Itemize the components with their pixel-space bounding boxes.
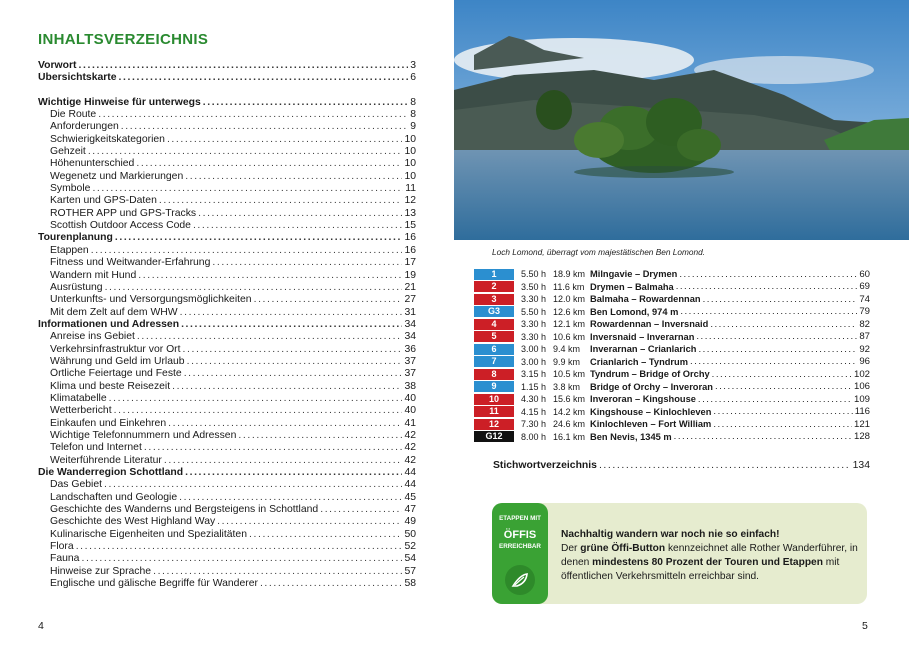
stage-page: 92: [859, 343, 870, 355]
toc-entry-page: 8: [410, 96, 416, 108]
toc-leader: [78, 60, 408, 72]
toc-entry: [38, 566, 416, 578]
toc-entry: [38, 97, 416, 109]
stage-row: [474, 268, 870, 281]
toc-entry-label: Währung und Geld im Urlaub: [50, 355, 185, 367]
toc-leader: [167, 134, 403, 146]
toc-leader: [185, 467, 402, 479]
toc-leader: [180, 307, 403, 319]
toc-entry: [38, 442, 416, 454]
toc-entry-label: Klima und beste Reisezeit: [50, 380, 171, 392]
stage-distance: 16.1 km: [553, 431, 586, 442]
toc-entry-label: Symbole: [50, 183, 91, 195]
page-number-right: 5: [862, 620, 868, 632]
stage-distance: 10.5 km: [553, 369, 586, 380]
stage-row: [474, 281, 870, 294]
stage-page: 60: [859, 268, 870, 280]
toc-leader: [212, 257, 402, 269]
stage-distance: 9.4 km: [553, 344, 581, 355]
toc-leader: [260, 578, 403, 590]
right-page: [452, 0, 909, 648]
toc-entry-page: 49: [404, 516, 416, 528]
stage-row: [474, 393, 870, 406]
toc-entry-label: Übersichtskarte: [38, 72, 117, 84]
stage-distance: 9.9 km: [553, 356, 581, 367]
toc-entry: [38, 504, 416, 516]
toc-entry-page: 52: [404, 541, 416, 553]
toc-entry-page: 37: [404, 355, 416, 367]
toc-entry-label: Wandern mit Hund: [50, 269, 137, 281]
toc-entry-page: 21: [404, 281, 416, 293]
stage-page: 116: [854, 406, 870, 418]
stage-hours: 5.50 h: [521, 269, 547, 280]
stage-badge: 6: [474, 344, 514, 355]
toc-entry: [38, 331, 416, 343]
toc-leader: [193, 220, 403, 232]
toc-leader: [168, 418, 402, 430]
oeffi-badge-line2: ÖFFIS: [503, 529, 537, 541]
toc-entry: [38, 270, 416, 282]
stage-badge: 4: [474, 319, 514, 330]
toc-leader: [105, 282, 403, 294]
toc-entry-page: 57: [404, 565, 416, 577]
toc-entry-label: Telefon und Internet: [50, 442, 142, 454]
stage-name: Kingshouse – Kinlochleven: [590, 406, 712, 417]
stage-row: [474, 293, 870, 306]
stage-distance: 15.6 km: [553, 394, 586, 405]
toc-entry-page: 16: [404, 244, 416, 256]
toc-entry-page: 38: [404, 380, 416, 392]
toc-leader: [121, 121, 408, 133]
toc-entry: [38, 257, 416, 269]
stage-page: 87: [859, 331, 870, 343]
sustainability-p1: Der: [561, 543, 581, 554]
toc-entry-page: 42: [404, 429, 416, 441]
index-label: Stichwortverzeichnis: [493, 460, 597, 471]
toc-entry-label: Scottish Outdoor Access Code: [50, 220, 191, 232]
toc-entry: [38, 121, 416, 133]
stage-hours: 3.00 h: [521, 356, 547, 367]
index-entry: [493, 460, 870, 471]
toc-entry-label: Karten und GPS-Daten: [50, 195, 157, 207]
toc-entry-page: 34: [404, 331, 416, 343]
toc-entry-page: 50: [404, 528, 416, 540]
sustainability-p1-bold: grüne Öffi-Button: [580, 543, 666, 554]
toc-title: INHALTSVERZEICHNIS: [38, 31, 209, 48]
toc-entry-label: Geschichte des West Highland Way: [50, 516, 216, 528]
stage-row: [474, 381, 870, 394]
stage-leader: [680, 306, 857, 317]
oeffi-badge: [492, 503, 548, 604]
stage-page: 102: [853, 368, 870, 380]
stage-page: 96: [859, 356, 870, 368]
toc-entry: [38, 368, 416, 380]
toc-entry: [38, 356, 416, 368]
toc-leader: [238, 430, 402, 442]
toc-entry-label: Tourenplanung: [38, 232, 113, 244]
stage-name: Crianlarich – Tyndrum: [590, 356, 688, 367]
table-of-contents: [38, 60, 416, 590]
toc-entry-label: Wichtige Telefonnummern und Adressen: [50, 429, 237, 441]
toc-entry-label: Örtliche Feiertage und Feste: [50, 368, 182, 380]
stage-leader: [712, 369, 852, 380]
toc-entry-label: Verkehrsinfrastruktur vor Ort: [50, 343, 181, 355]
photo-caption: Loch Lomond, überragt vom majestätischen Ben Lomond.: [492, 247, 706, 257]
toc-entry: [38, 183, 416, 195]
toc-entry-label: Die Route: [50, 109, 97, 121]
toc-entry: [38, 467, 416, 479]
stage-hours: 3.15 h: [521, 369, 547, 380]
toc-entry-label: Anreise ins Gebiet: [50, 331, 135, 343]
toc-entry: [38, 158, 416, 170]
stage-hours: 3.30 h: [521, 294, 547, 305]
toc-entry-label: Landschaften und Geologie: [50, 491, 178, 503]
stage-hours: 4.30 h: [521, 394, 547, 405]
toc-entry: [38, 146, 416, 158]
toc-leader: [88, 146, 403, 158]
toc-entry-page: 40: [404, 405, 416, 417]
stage-row: [474, 343, 870, 356]
toc-entry-label: Englische und gälische Begriffe für Wanderer: [50, 578, 258, 590]
toc-entry: [38, 72, 416, 84]
toc-entry: [38, 455, 416, 467]
toc-entry-page: 37: [404, 368, 416, 380]
toc-entry-label: Anforderungen: [50, 121, 119, 133]
toc-entry-label: Wetterbericht: [50, 405, 112, 417]
sustainability-p2-bold: mindestens 80 Prozent der Touren und Etappen: [592, 557, 823, 568]
stage-page: 79: [859, 306, 870, 318]
toc-entry-page: 15: [404, 220, 416, 232]
stage-name: Bridge of Orchy – Inveroran: [590, 381, 713, 392]
toc-entry-label: Geschichte des Wanderns und Bergsteigens in Schottland: [50, 504, 319, 516]
toc-entry-label: Mit dem Zelt auf dem WHW: [50, 306, 178, 318]
toc-leader: [217, 516, 402, 528]
toc-entry-label: Gehzeit: [50, 146, 86, 158]
page-number-left: 4: [38, 620, 44, 632]
toc-entry-page: 40: [404, 392, 416, 404]
stage-distance: 12.0 km: [553, 294, 586, 305]
toc-entry-label: Informationen und Adressen: [38, 318, 180, 330]
toc-entry: [38, 134, 416, 146]
stage-hours: 3.50 h: [521, 281, 547, 292]
leaf-icon: [505, 565, 535, 595]
toc-leader: [114, 405, 403, 417]
stage-page: 69: [859, 281, 870, 293]
toc-entry-page: 10: [404, 146, 416, 158]
toc-entry-label: Das Gebiet: [50, 479, 102, 491]
toc-leader: [320, 504, 402, 516]
toc-entry: [38, 294, 416, 306]
stage-row: [474, 318, 870, 331]
toc-leader: [184, 368, 403, 380]
toc-entry-page: 10: [404, 133, 416, 145]
toc-entry-page: 54: [404, 553, 416, 565]
toc-entry-page: 10: [404, 158, 416, 170]
toc-entry-label: Flora: [50, 541, 74, 553]
toc-entry-page: 41: [404, 417, 416, 429]
stage-page: 109: [853, 393, 870, 405]
stage-name: Ben Nevis, 1345 m: [590, 431, 672, 442]
toc-entry: [38, 319, 416, 331]
stage-page: 82: [859, 318, 870, 330]
toc-leader: [92, 183, 403, 195]
stage-row: [474, 406, 870, 419]
toc-leader: [159, 195, 403, 207]
stage-leader: [710, 319, 857, 330]
stage-name: Milngavie – Drymen: [590, 269, 678, 280]
stage-leader: [698, 344, 857, 355]
toc-entry-page: 58: [404, 578, 416, 590]
stage-hours: 3.00 h: [521, 344, 547, 355]
toc-entry: [38, 405, 416, 417]
stage-name: Balmaha – Rowardennan: [590, 294, 701, 305]
toc-leader: [183, 344, 403, 356]
stage-leader: [698, 394, 852, 405]
stage-leader: [674, 431, 852, 442]
sustainability-text: [561, 528, 861, 584]
toc-entry: [38, 578, 416, 590]
toc-leader: [91, 245, 403, 257]
stage-row: [474, 431, 870, 444]
stage-row: [474, 306, 870, 319]
toc-leader: [153, 566, 402, 578]
toc-entry-page: 11: [405, 183, 416, 195]
toc-entry-page: 17: [404, 257, 416, 269]
stage-page: 128: [853, 431, 870, 443]
toc-leader: [179, 492, 402, 504]
stage-badge: 3: [474, 294, 514, 305]
stage-name: Rowardennan – Inversnaid: [590, 319, 709, 330]
stage-leader: [713, 406, 852, 417]
toc-entry-page: 10: [404, 170, 416, 182]
stage-leader: [703, 294, 858, 305]
stage-badge: 12: [474, 419, 514, 430]
stage-row: [474, 368, 870, 381]
stage-distance: 12.1 km: [553, 319, 586, 330]
stage-distance: 10.6 km: [553, 331, 586, 342]
toc-entry-page: 9: [410, 121, 416, 133]
stage-row: [474, 418, 870, 431]
stage-name: Drymen – Balmaha: [590, 281, 674, 292]
oeffi-badge-line3: ERREICHBAR: [499, 543, 541, 550]
stage-badge: G12: [474, 431, 514, 442]
toc-entry: [38, 282, 416, 294]
sustainability-headline: Nachhaltig wandern war noch nie so einfach!: [561, 529, 780, 540]
toc-entry-label: Fauna: [50, 553, 80, 565]
toc-entry-label: Die Wanderregion Schottland: [38, 467, 184, 478]
stage-leader: [676, 281, 858, 292]
stage-distance: 18.9 km: [553, 269, 586, 280]
toc-entry: [38, 220, 416, 232]
stage-page: 106: [853, 381, 870, 393]
toc-entry-label: Hinweise zur Sprache: [50, 565, 152, 577]
toc-entry-label: Höhenunterschied: [50, 158, 135, 170]
toc-leader: [164, 455, 403, 467]
toc-leader: [81, 553, 402, 565]
toc-entry-label: Weiterführende Literatur: [50, 454, 162, 466]
toc-leader: [198, 208, 402, 220]
toc-entry: [38, 232, 416, 244]
toc-entry-label: Ausrüstung: [50, 281, 103, 293]
toc-entry-page: 6: [410, 72, 416, 84]
stage-leader: [715, 381, 852, 392]
loch-lomond-photo: [454, 0, 909, 240]
toc-entry-page: 12: [404, 195, 416, 207]
toc-entry-page: 16: [404, 232, 416, 244]
toc-entry: [38, 430, 416, 442]
toc-leader: [115, 232, 403, 244]
toc-leader: [138, 270, 402, 282]
toc-entry: [38, 195, 416, 207]
toc-entry: [38, 492, 416, 504]
stage-badge: 2: [474, 281, 514, 292]
toc-entry-page: 44: [404, 479, 416, 491]
toc-leader: [203, 97, 408, 109]
stage-hours: 3.30 h: [521, 331, 547, 342]
stage-list: [474, 268, 870, 443]
stage-name: Ben Lomond, 974 m: [590, 306, 679, 317]
toc-entry-page: 44: [404, 467, 416, 478]
toc-entry-page: 47: [404, 504, 416, 516]
stage-hours: 7.30 h: [521, 419, 547, 430]
toc-leader: [181, 319, 402, 331]
stage-leader: [690, 356, 857, 367]
toc-leader: [137, 331, 403, 343]
toc-entry: [38, 171, 416, 183]
stage-name: Inverarnan – Crianlarich: [590, 344, 697, 355]
stage-distance: 12.6 km: [553, 306, 586, 317]
toc-entry: [38, 479, 416, 491]
toc-entry-page: 8: [410, 109, 416, 121]
toc-leader: [119, 72, 409, 84]
stage-page: 74: [859, 293, 870, 305]
index-leader: [599, 460, 851, 471]
toc-entry-page: 3: [410, 60, 416, 71]
stage-page: 121: [853, 418, 870, 430]
stage-row: [474, 356, 870, 369]
toc-entry: [38, 245, 416, 257]
toc-entry: [38, 344, 416, 356]
toc-leader: [109, 393, 403, 405]
toc-entry-label: Einkaufen und Einkehren: [50, 417, 167, 429]
toc-leader: [249, 529, 402, 541]
toc-entry: [38, 393, 416, 405]
stage-name: Inveroran – Kingshouse: [590, 394, 696, 405]
toc-entry-page: 13: [404, 207, 416, 219]
stage-badge: 7: [474, 356, 514, 367]
toc-entry: [38, 208, 416, 220]
stage-badge: 8: [474, 369, 514, 380]
toc-entry-page: 31: [404, 306, 416, 318]
stage-badge: 1: [474, 269, 514, 280]
toc-entry: [38, 307, 416, 319]
toc-entry-label: Unterkunfts- und Versorgungsmöglichkeiten: [50, 294, 252, 306]
stage-badge: 10: [474, 394, 514, 405]
stage-name: Kinlochleven – Fort William: [590, 419, 712, 430]
stage-distance: 24.6 km: [553, 419, 586, 430]
toc-entry-label: Kulinarische Eigenheiten und Spezialitäten: [50, 528, 247, 540]
toc-entry-label: Vorwort: [38, 60, 77, 71]
toc-entry-label: Etappen: [50, 244, 89, 256]
toc-entry-label: Wegenetz und Markierungen: [50, 170, 184, 182]
toc-entry: [38, 418, 416, 430]
toc-entry-page: 19: [404, 269, 416, 281]
toc-entry-page: 34: [404, 318, 416, 330]
stage-badge: G3: [474, 306, 514, 317]
toc-entry: [38, 541, 416, 553]
stage-hours: 5.50 h: [521, 306, 547, 317]
toc-entry: [38, 381, 416, 393]
stage-badge: 11: [474, 406, 514, 417]
toc-entry-page: 42: [404, 442, 416, 454]
stage-badge: 9: [474, 381, 514, 392]
stage-distance: 11.6 km: [553, 281, 585, 292]
toc-leader: [136, 158, 402, 170]
stage-hours: 8.00 h: [521, 431, 547, 442]
toc-entry: [38, 109, 416, 121]
toc-entry-label: Klimatabelle: [50, 392, 107, 404]
toc-leader: [98, 109, 408, 121]
stage-leader: [713, 419, 852, 430]
toc-leader: [185, 171, 402, 183]
toc-leader: [76, 541, 403, 553]
toc-entry: [38, 60, 416, 72]
left-page: [0, 0, 452, 648]
stage-hours: 4.15 h: [521, 406, 547, 417]
oeffi-badge-line1: ETAPPEN MIT: [499, 515, 541, 522]
stage-distance: 3.8 km: [553, 381, 581, 392]
toc-entry: [38, 516, 416, 528]
index-page: 134: [852, 460, 870, 471]
toc-leader: [104, 479, 402, 491]
toc-entry-page: 27: [404, 294, 416, 306]
stage-row: [474, 331, 870, 344]
sustainability-p3: mit öffentlichen Verkehrsmitteln erreichbar sind.: [561, 557, 840, 582]
toc-entry-label: Schwierigkeitskategorien: [50, 133, 165, 145]
sustainability-p2: kennzeichnet alle Rother Wanderführer, in denen: [561, 543, 858, 568]
stage-distance: 14.2 km: [553, 406, 586, 417]
toc-entry-page: 36: [404, 343, 416, 355]
toc-leader: [144, 442, 403, 454]
toc-entry: [38, 529, 416, 541]
stage-hours: 1.15 h: [521, 381, 547, 392]
toc-entry-page: 45: [404, 491, 416, 503]
toc-entry-label: ROTHER APP und GPS-Tracks: [50, 207, 197, 219]
stage-badge: 5: [474, 331, 514, 342]
toc-entry: [38, 553, 416, 565]
stage-leader: [679, 269, 857, 280]
toc-entry-page: 42: [404, 454, 416, 466]
toc-entry-label: Fitness und Weitwander-Erfahrung: [50, 257, 211, 269]
toc-leader: [172, 381, 402, 393]
stage-name: Inversnaid – Inverarnan: [590, 331, 695, 342]
toc-leader: [187, 356, 403, 368]
stage-hours: 3.30 h: [521, 319, 547, 330]
toc-entry-label: Wichtige Hinweise für unterwegs: [38, 96, 201, 108]
stage-name: Tyndrum – Bridge of Orchy: [590, 369, 710, 380]
toc-leader: [254, 294, 403, 306]
stage-leader: [696, 331, 857, 342]
